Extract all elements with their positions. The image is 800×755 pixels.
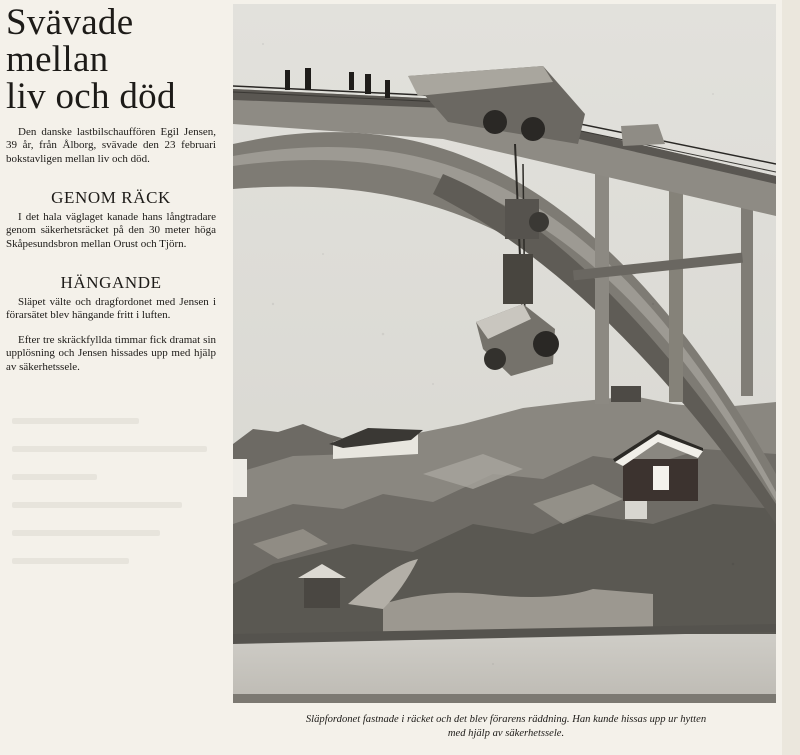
headline-line: liv och död [6, 76, 176, 117]
caption-line: Släpfordonet fastnade i räcket och det blev förarens räddning. Han kunde hissas upp ur hytten [305, 714, 707, 725]
body-paragraph: Släpet välte och dragfordonet med Jensen i förarsätet blev hängande fritt i luften. [6, 296, 216, 322]
article-column [0, 0, 226, 420]
headline-line: mellan [6, 39, 109, 80]
caption-line: med hjälp av säkerhetssele. [447, 728, 565, 739]
headline-line: Svävade [6, 2, 134, 43]
headline [6, 4, 176, 115]
house-small-left [233, 459, 247, 497]
body-paragraph: Efter tre skräckfyllda timmar fick dramat sin upplösning och Jensen hissades upp med hjälp av säkerhetssele. [6, 334, 216, 373]
body-paragraph: I det hala väglaget kanade hans långtradare genom säkerhetsräcket på den 30 meter höga Skåpesundsbron mellan Orust och Tjörn. [6, 211, 216, 250]
subhead-hangande: HÄNGANDE [60, 273, 162, 292]
house-upper [611, 386, 641, 402]
photo-caption [228, 713, 784, 741]
page-edge [782, 0, 800, 755]
lead-paragraph: Den danske lastbilschauffören Egil Jensen, 39 år, från Ålborg, svävade den 23 februari bokstavligen mellan liv och död. [6, 126, 216, 165]
subhead-genom-rack: GENOM RÄCK [51, 188, 171, 207]
bleed-through-text [12, 418, 224, 738]
bridge-photo-illustration [233, 4, 776, 703]
news-photo [233, 4, 776, 703]
